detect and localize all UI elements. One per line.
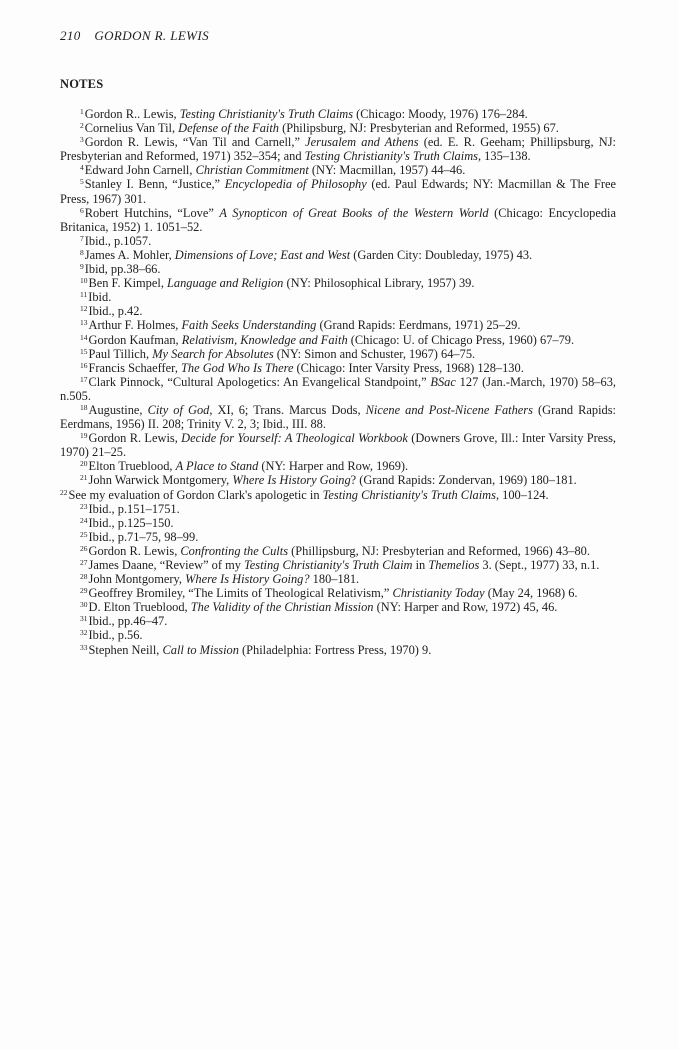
footnote-text: Ibid., p.71–75, 98–99. bbox=[88, 529, 199, 544]
footnote-text: (Grand Rapids: Eerdmans, 1956) II. 208; Trinity V. 2, 3; Ibid., III. 88. bbox=[60, 402, 617, 432]
footnote-text: Gordon R.. Lewis, bbox=[84, 107, 180, 121]
footnote-18 bbox=[60, 403, 616, 431]
footnote-text: ? (Grand Rapids: Zondervan, 1969) 180–181. bbox=[350, 473, 577, 488]
footnote-29 bbox=[60, 586, 616, 600]
footnote-number: 19 bbox=[80, 431, 88, 441]
footnote-12 bbox=[60, 304, 616, 318]
footnote-text: Ben F. Kimpel, bbox=[88, 276, 168, 291]
footnote-number: 23 bbox=[80, 501, 88, 511]
footnote-title: BSac bbox=[430, 374, 456, 389]
footnote-text: Ibid., p.125–150. bbox=[88, 515, 174, 530]
footnote-9 bbox=[60, 262, 616, 276]
footnote-title: City of God bbox=[147, 402, 210, 417]
footnote-number: 18 bbox=[80, 402, 88, 412]
footnote-text: (NY: Philosophical Library, 1957) 39. bbox=[283, 276, 475, 291]
footnote-text: Clark Pinnock, “Cultural Apologetics: An Evangelical Standpoint,” bbox=[88, 374, 431, 389]
footnote-text: Ibid., p.56. bbox=[88, 628, 143, 643]
footnote-number: 9 bbox=[80, 262, 84, 272]
footnote-text: James A. Mohler, bbox=[84, 247, 175, 262]
footnote-33 bbox=[60, 643, 616, 657]
footnote-text: Robert Hutchins, “Love” bbox=[84, 205, 220, 220]
footnote-number: 29 bbox=[80, 586, 88, 596]
footnote-number: 31 bbox=[80, 614, 88, 624]
footnote-2 bbox=[60, 121, 616, 135]
footnote-number: 10 bbox=[80, 276, 88, 286]
footnote-text: Gordon R. Lewis, “Van Til and Carnell,” bbox=[84, 135, 306, 150]
footnote-25 bbox=[60, 530, 616, 544]
footnote-title: Decide for Yourself: A Theological Workbook bbox=[181, 431, 408, 446]
footnote-text: Ibid., p.42. bbox=[88, 304, 143, 319]
footnote-title: A Place to Stand bbox=[175, 459, 259, 474]
footnote-6 bbox=[60, 206, 616, 234]
footnote-title: Themelios bbox=[428, 558, 480, 572]
footnote-number: 28 bbox=[80, 572, 88, 582]
footnote-number: 3 bbox=[80, 135, 84, 145]
footnote-3 bbox=[60, 135, 616, 163]
footnote-number: 25 bbox=[80, 529, 88, 539]
footnote-text: Paul Tillich, bbox=[88, 346, 153, 361]
footnote-title: Faith Seeks Understanding bbox=[181, 318, 317, 333]
footnote-text: (NY: Harper and Row, 1972) 45, 46. bbox=[373, 600, 558, 615]
footnote-text: 3. (Sept., 1977) 33, n.1. bbox=[479, 558, 600, 572]
footnote-number: 32 bbox=[80, 628, 88, 638]
footnote-number: 6 bbox=[80, 205, 84, 215]
footnote-text: John Montgomery, bbox=[88, 572, 186, 587]
footnote-title: Defense of the Faith bbox=[178, 121, 279, 136]
footnote-number: 27 bbox=[80, 558, 88, 567]
footnote-10 bbox=[60, 276, 616, 290]
footnote-text: Ibid., p.1057. bbox=[84, 233, 152, 248]
running-head-author: GORDON R. LEWIS bbox=[94, 28, 210, 43]
footnote-title: Call to Mission bbox=[162, 642, 239, 657]
section-title: NOTES bbox=[60, 77, 104, 91]
footnote-text: Gordon R. Lewis, bbox=[88, 543, 181, 558]
footnote-24 bbox=[60, 516, 616, 530]
footnote-number: 1 bbox=[80, 107, 84, 116]
footnote-text: Geoffrey Bromiley, “The Limits of Theological Relativism,” bbox=[88, 586, 393, 601]
footnote-5 bbox=[60, 177, 616, 205]
footnote-number: 15 bbox=[80, 346, 88, 356]
footnote-title: Where Is History Going? bbox=[185, 572, 310, 587]
footnote-title: The Validity of the Christian Mission bbox=[190, 600, 374, 615]
footnote-4 bbox=[60, 163, 616, 177]
footnote-number: 21 bbox=[80, 473, 88, 483]
footnote-text: (Chicago: Inter Varsity Press, 1968) 128–130. bbox=[293, 360, 524, 375]
footnote-title: Christian Commitment bbox=[195, 163, 309, 178]
footnote-text: D. Elton Trueblood, bbox=[88, 600, 191, 615]
footnote-text: Stanley I. Benn, “Justice,” bbox=[84, 177, 225, 192]
footnote-number: 14 bbox=[80, 332, 88, 342]
footnote-26 bbox=[60, 544, 616, 558]
footnote-7 bbox=[60, 234, 616, 248]
footnote-number: 16 bbox=[80, 360, 88, 370]
footnote-text: (Philadelphia: Fortress Press, 1970) 9. bbox=[238, 642, 432, 657]
footnote-30 bbox=[60, 600, 616, 614]
footnote-text: , XI, 6; Trans. Marcus Dods, bbox=[209, 402, 366, 417]
footnote-21 bbox=[60, 473, 616, 487]
footnote-text: (Garden City: Doubleday, 1975) 43. bbox=[350, 247, 533, 262]
footnote-text: Gordon R. Lewis, bbox=[88, 431, 182, 446]
footnote-title: Testing Christianity's Truth Claims bbox=[304, 149, 478, 164]
footnote-number: 26 bbox=[80, 543, 88, 553]
footnote-title: Dimensions of Love; East and West bbox=[174, 247, 351, 262]
footnote-number: 11 bbox=[80, 290, 88, 300]
footnote-title: Nicene and Post-Nicene Fathers bbox=[365, 402, 533, 417]
footnote-title: Language and Religion bbox=[167, 276, 284, 291]
footnote-text: Ibid. bbox=[88, 290, 112, 305]
footnote-27 bbox=[60, 558, 616, 572]
footnote-17 bbox=[60, 375, 616, 403]
footnote-title: The God Who Is There bbox=[181, 360, 294, 375]
footnote-text: (ed. Paul Edwards; NY: Macmillan & The Free Press, 1967) 301. bbox=[60, 177, 616, 206]
footnote-text: , 135–138. bbox=[477, 149, 531, 164]
footnote-text: Ibid, pp.38–66. bbox=[84, 262, 161, 277]
footnote-text: Edward John Carnell, bbox=[84, 163, 196, 178]
footnote-text: (ed. E. R. Geeham; Phillipsburg, NJ: Presbyterian and Reformed, 1971) 352–354; and bbox=[60, 135, 616, 164]
footnote-number: 4 bbox=[80, 163, 84, 173]
footnote-text: Elton Trueblood, bbox=[88, 459, 176, 474]
footnote-text: 180–181. bbox=[309, 572, 360, 587]
footnote-11 bbox=[60, 290, 616, 304]
footnote-title: Testing Christianity's Truth Claims bbox=[179, 107, 354, 121]
footnote-text: (Philipsburg, NJ: Presbyterian and Reformed, 1955) 67. bbox=[279, 121, 559, 136]
footnote-number: 33 bbox=[80, 642, 88, 652]
footnote-title: Relativism, Knowledge and Faith bbox=[181, 332, 348, 347]
footnote-15 bbox=[60, 347, 616, 361]
footnote-text: (Chicago: Encyclopedia Britanica, 1952) 1. 1051–52. bbox=[60, 205, 616, 234]
footnote-title: Where Is History Going bbox=[232, 473, 351, 488]
footnote-text: Gordon Kaufman, bbox=[88, 332, 182, 347]
footnote-text: Ibid., pp.46–47. bbox=[88, 614, 168, 629]
footnote-text: (Phillipsburg, NJ: Presbyterian and Reformed, 1966) 43–80. bbox=[288, 543, 590, 558]
footnote-text: Arthur F. Holmes, bbox=[88, 318, 182, 333]
footnote-number: 12 bbox=[80, 304, 88, 314]
footnote-14 bbox=[60, 333, 616, 347]
footnote-title: Christianity Today bbox=[392, 586, 485, 601]
footnote-title: My Search for Absolutes bbox=[152, 346, 274, 361]
footnote-title: Testing Christianity's Truth Claim bbox=[244, 558, 413, 572]
footnote-text: Augustine, bbox=[88, 402, 148, 417]
footnote-text: , 100–124. bbox=[495, 487, 549, 502]
footnote-text: (NY: Macmillan, 1957) 44–46. bbox=[308, 163, 466, 178]
footnote-28 bbox=[60, 572, 616, 586]
footnote-text: Stephen Neill, bbox=[88, 642, 163, 657]
footnote-16 bbox=[60, 361, 616, 375]
footnote-title: A Synopticon of Great Books of the Western World bbox=[219, 205, 489, 220]
footnote-number: 8 bbox=[80, 247, 84, 257]
footnote-text: Cornelius Van Til, bbox=[84, 121, 179, 136]
footnote-text: (Grand Rapids: Eerdmans, 1971) 25–29. bbox=[316, 318, 521, 333]
footnote-text: See my evaluation of Gordon Clark's apologetic in bbox=[68, 487, 323, 502]
footnote-20 bbox=[60, 459, 616, 473]
footnote-title: Encyclopedia of Philosophy bbox=[224, 177, 367, 192]
footnote-text: 127 (Jan.-March, 1970) 58–63, n.505. bbox=[60, 374, 616, 403]
footnote-text: (Chicago: Moody, 1976) 176–284. bbox=[353, 107, 528, 121]
footnote-text: (May 24, 1968) 6. bbox=[484, 586, 578, 601]
footnote-text: (Chicago: U. of Chicago Press, 1960) 67–79. bbox=[347, 332, 575, 347]
footnote-title: Confronting the Cults bbox=[180, 543, 289, 558]
footnote-text: in bbox=[412, 558, 429, 572]
footnote-22 bbox=[60, 488, 616, 502]
notes-list bbox=[60, 107, 616, 657]
footnote-number: 20 bbox=[80, 459, 88, 469]
footnote-title: Jerusalem and Athens bbox=[305, 135, 419, 150]
footnote-text: Francis Schaeffer, bbox=[88, 360, 182, 375]
footnote-text: James Daane, “Review” of my bbox=[88, 558, 245, 572]
footnote-title: Testing Christianity's Truth Claims bbox=[322, 487, 496, 502]
footnote-number: 2 bbox=[80, 121, 84, 131]
footnote-text: John Warwick Montgomery, bbox=[88, 473, 233, 488]
footnote-1 bbox=[60, 107, 616, 121]
footnote-number: 5 bbox=[80, 177, 84, 187]
footnote-text: Ibid., p.151–1751. bbox=[88, 501, 180, 516]
footnote-13 bbox=[60, 318, 616, 332]
footnote-31 bbox=[60, 614, 616, 628]
running-head bbox=[60, 26, 616, 46]
footnote-number: 24 bbox=[80, 515, 88, 525]
footnote-number: 7 bbox=[80, 233, 84, 243]
book-page bbox=[60, 26, 616, 657]
footnote-number: 30 bbox=[80, 600, 88, 610]
footnote-number: 17 bbox=[80, 374, 88, 384]
footnote-number: 13 bbox=[80, 318, 88, 328]
footnote-23 bbox=[60, 502, 616, 516]
footnote-text: (Downers Grove, Ill.: Inter Varsity Press, 1970) 21–25. bbox=[60, 431, 616, 460]
footnote-text: (NY: Simon and Schuster, 1967) 64–75. bbox=[273, 346, 476, 361]
footnote-text: (NY: Harper and Row, 1969). bbox=[258, 459, 409, 474]
footnote-19 bbox=[60, 431, 616, 459]
footnote-8 bbox=[60, 248, 616, 262]
page-number: 210 bbox=[60, 28, 81, 43]
footnote-number: 22 bbox=[60, 487, 68, 497]
footnote-32 bbox=[60, 628, 616, 642]
